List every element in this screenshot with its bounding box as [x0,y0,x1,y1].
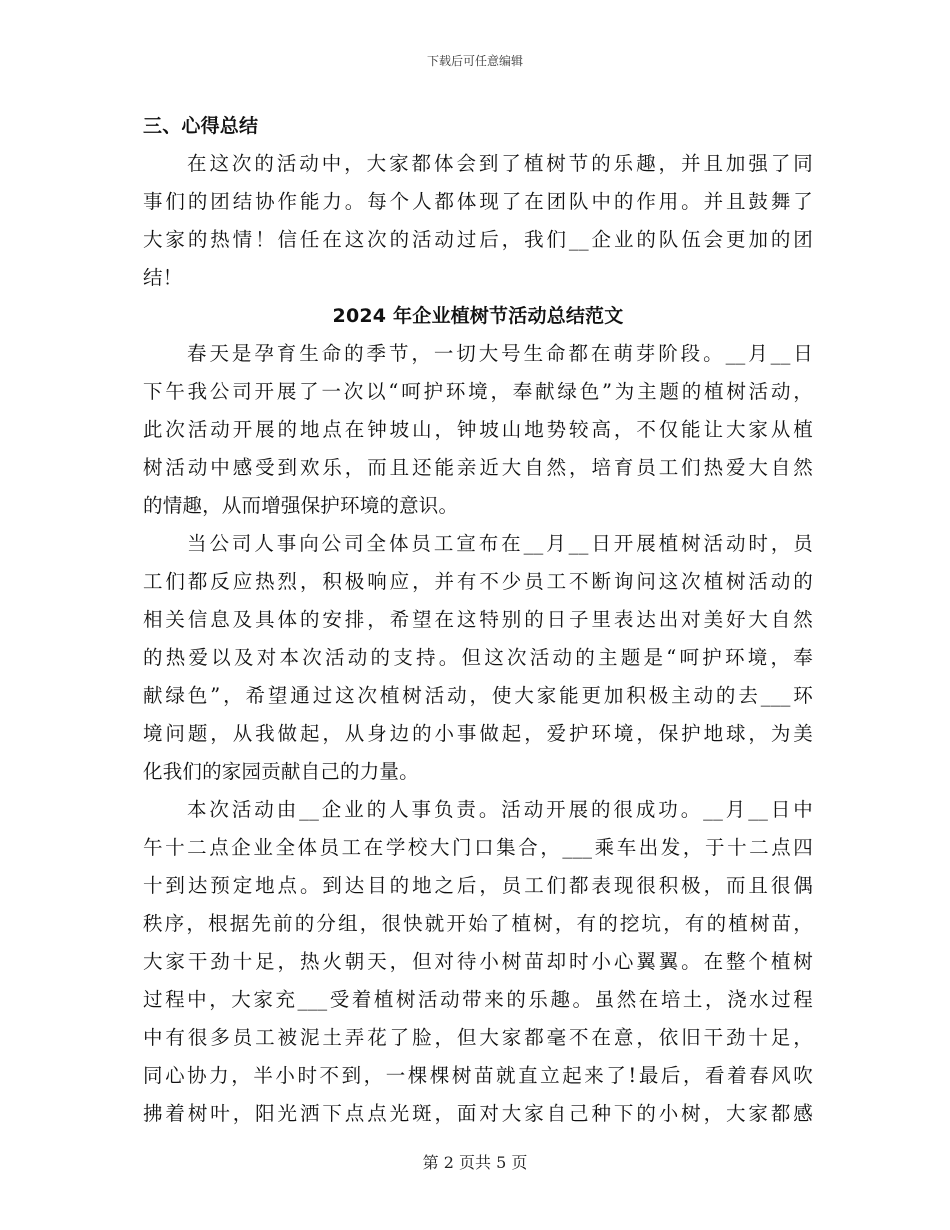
text-line: 春天是孕育生命的季节，一切大号生命都在萌芽阶段。__月__日 [187,342,813,365]
document-body [143,107,813,1133]
text-line: 中有很多员工被泥土弄花了脸，但大家都毫不在意，依旧干劲十足， [143,1026,813,1049]
paragraph-2 [143,525,813,791]
text-line: 大家的热情！信任在这次的活动过后，我们__企业的队伍会更加的团 [143,228,813,251]
text-line: 相关信息及具体的安排，希望在这特别的日子里表达出对美好大自然 [143,608,813,631]
text-line: 事们的团结协作能力。每个人都体现了在团队中的作用。并且鼓舞了 [143,190,813,213]
paragraph-1 [143,335,813,525]
text-line: 的情趣，从而增强保护环境的意识。 [143,494,459,517]
article-title: 2024 年企业植树节活动总结范文 [332,305,624,327]
section-heading: 三、心得总结 [143,115,259,137]
text-line: 本次活动由__企业的人事负责。活动开展的很成功。__月__日中 [187,798,813,821]
text-line: 的热爱以及对本次活动的支持。但这次活动的主题是“呵护环境，奉 [143,646,813,669]
text-line: 拂着树叶，阳光洒下点点光斑，面对大家自己种下的小树，大家都感 [143,1102,813,1125]
text-line: 境问题，从我做起，从身边的小事做起，爱护环境，保护地球，为美 [143,722,813,745]
text-line: 秩序，根据先前的分组，很快就开始了植树，有的挖坑，有的植树苗， [143,912,813,935]
text-line: 过程中，大家充___受着植树活动带来的乐趣。虽然在培土，浇水过程 [143,988,813,1011]
text-line: 午十二点企业全体员工在学校大门口集合，___乘车出发，于十二点四 [143,836,813,859]
page-footer: 第 2 页共 5 页 [422,1153,528,1172]
text-line: 此次活动开展的地点在钟坡山，钟坡山地势较高，不仅能让大家从植 [143,418,813,441]
page-header: 下载后可任意编辑 [426,54,523,68]
text-line: 十到达预定地点。到达目的地之后，员工们都表现很积极，而且很偶 [143,874,813,897]
text-line: 工们都反应热烈，积极响应，并有不少员工不断询问这次植树活动的 [143,570,813,593]
text-line: 献绿色”，希望通过这次植树活动，使大家能更加积极主动的去___环 [143,684,813,707]
section-paragraph [143,145,813,297]
text-line: 同心协力，半小时不到，一棵棵树苗就直立起来了!最后，看着春风吹 [143,1064,813,1087]
text-line: 当公司人事向公司全体员工宣布在__月__日开展植树活动时，员 [187,532,813,555]
text-line: 树活动中感受到欢乐，而且还能亲近大自然，培育员工们热爱大自然 [143,456,813,479]
text-line: 化我们的家园贡献自己的力量。 [143,760,419,783]
text-line: 在这次的活动中，大家都体会到了植树节的乐趣，并且加强了同 [187,152,813,175]
text-line: 大家干劲十足，热火朝天，但对待小树苗却时小心翼翼。在整个植树 [143,950,813,973]
text-line: 结！ [143,266,183,289]
paragraph-3 [143,791,813,1133]
text-line: 下午我公司开展了一次以“呵护环境，奉献绿色”为主题的植树活动， [143,380,813,403]
